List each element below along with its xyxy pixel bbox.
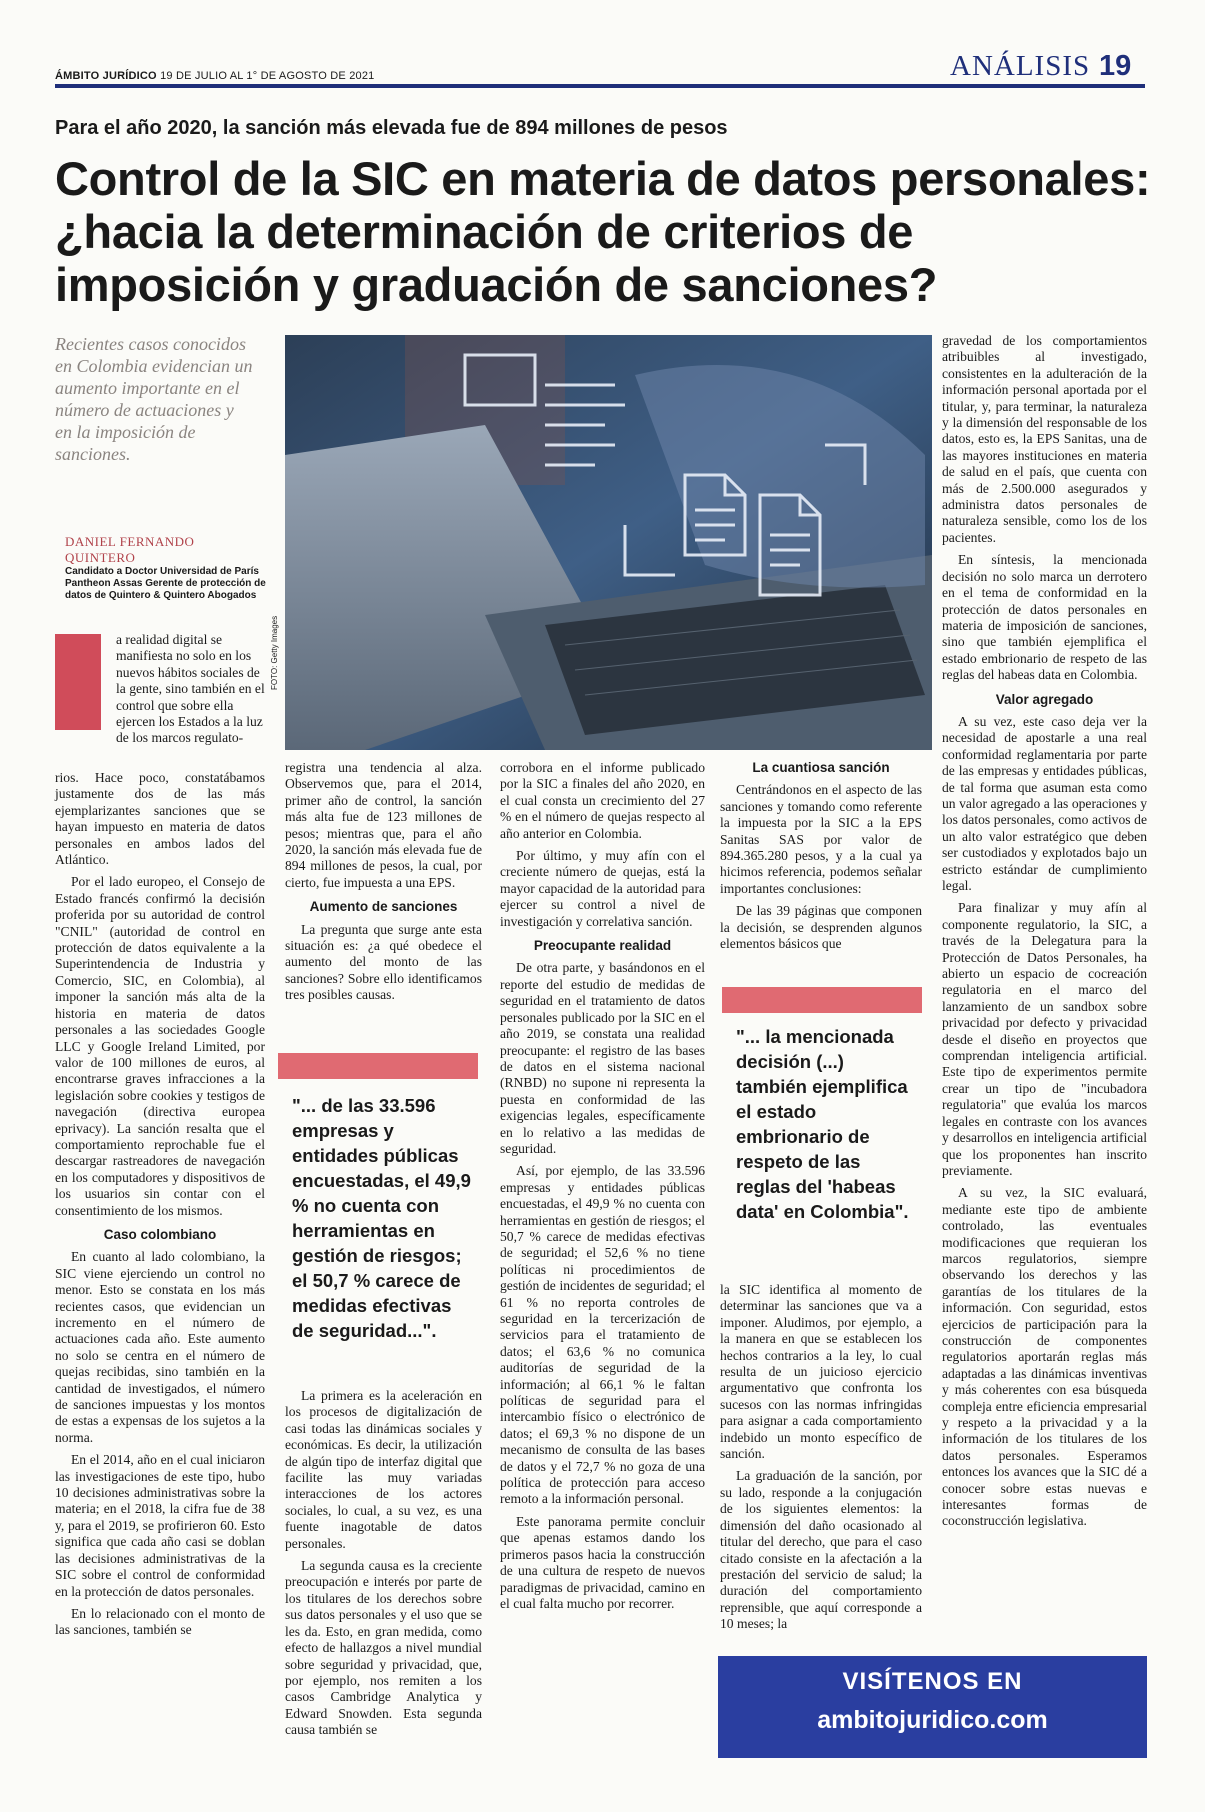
article-lede: Recientes casos conocidos en Colombia evidencian un aumento importante en el número de actuaciones y en la imposición de sanciones.	[55, 334, 253, 464]
paragraph: gravedad de los comportamientos atribuibles al investigado, consistentes en la adulteración de la información personal aportada por el titular, y, para terminar, la naturaleza y la dimensión del responsable de los datos, esto es, la EPS Sanitas, una de las mayores instituciones en materia de salud en el país, que cuenta con más de 2.500.000 asegurados y administra datos personales de naturaleza sensible, como los de los pacientes.	[942, 333, 1147, 545]
paragraph: A su vez, la SIC evaluará, mediante este tipo de ambiente controlado, las eventuales modificaciones que requieran los marcos regulatorios, siempre observando los derechos y las garantías de los titulares de la información. Con seguridad, estos ejercicios de participación para la construcción de componentes regulatorios aportarán reglas más adaptadas a las dinámicas inventivas y más coherentes con esa búsqueda compleja entre eficiencia empresarial y respeto a la privacidad y a la información de los titulares de los datos personales. Esperamos entonces los avances que la SIC dé a conocer sobre estas nuevas e interesantes formas de coconstrucción legislativa.	[942, 1185, 1147, 1529]
paragraph: En el 2014, año en el cual iniciaron las investigaciones de este tipo, hubo 10 decisiones administrativas sobre la materia; en el 2018, la cifra fue de 38 y, para el 2019, se profirieron 60. Esto significa que cada año casi se doblan las decisiones administrativas de la SIC sobre el control de conformidad en la protección de datos personales.	[55, 1452, 265, 1599]
promo-url[interactable]: ambitojuridico.com	[817, 1706, 1048, 1734]
masthead-rule	[55, 84, 1145, 88]
author-bio: Candidato a Doctor Universidad de París Pantheon Assas Gerente de protección de datos de Quintero & Quintero Abogados	[65, 566, 266, 601]
article-column-4-continued	[720, 1282, 922, 1639]
paragraph: Para finalizar y muy afín al componente regulatorio, la SIC, a través de la Delegatura para la Protección de Datos Personales, ha abierto un espacio de cocreación regulatoria en el marco del lanzamiento de un sandbox sobre privacidad por defecto y privacidad desde el diseño en proyectos que comprendan inteligencia artificial. Este tipo de experimentos permite crear un tipo de "incubadora regulatoria" que evalúa los marcos legales en contraste con los avances y desarrollos en inteligencia artificial que los proponentes han inscrito previamente.	[942, 900, 1147, 1178]
masthead-publication-line	[55, 70, 374, 82]
paragraph: Por último, y muy afín con el creciente número de quejas, está la mayor capacidad de la autoridad para ejercer su control a nivel de investigación y correlativa sanción.	[500, 848, 705, 929]
article-kicker: Para el año 2020, la sanción más elevada fue de 894 millones de pesos	[55, 117, 728, 139]
subheading: Caso colombiano	[103, 1226, 217, 1242]
publication-name: ÁMBITO JURÍDICO	[55, 70, 157, 82]
pull-quote-bar	[278, 1053, 478, 1079]
pull-quote: "... la mencionada decisión (...) también ejemplifica el estado embrionario de respeto de las reglas del 'habeas data' en Colombia".	[736, 1026, 909, 1222]
photo-credit: FOTO: Getty Images	[270, 615, 279, 690]
article-column-5	[942, 333, 1147, 1536]
paragraph: Por el lado europeo, el Consejo de Estado francés confirmó la decisión proferida por su autoridad de control "CNIL" (autoridad de control en protección de datos equivalente a la Superintendencia de Industria y Comercio, SIC, en Colombia), al imponer la sanción más alta de la historia en materia de datos personales a las sociedades Google LLC y Google Ireland Limited, por valor de 100 millones de euros, al encontrarse graves infracciones a la legislación sobre cookies y testigos de navegación (directiva europea eprivacy). La sanción resalta que el comportamiento reprochable fue el descargar rastreadores de navegación en los computadores y dispositivos de los usuarios sin contar con el consentimiento de los mismos.	[55, 874, 265, 1218]
subheading: Valor agregado	[995, 691, 1094, 707]
article-column-2-continued	[285, 1388, 482, 1745]
article-column-1	[55, 770, 265, 1645]
paragraph: En síntesis, la mencionada decisión no solo marca un derrotero en el tema de conformidad en la protección de datos personales en materia de imposición de sanciones, sino que también ejemplifica el estado embrionario de respeto de las reglas del habeas data en Colombia.	[942, 552, 1147, 683]
issue-dates: 19 DE JULIO AL 1° DE AGOSTO DE 2021	[160, 70, 375, 82]
subheading: Preocupante realidad	[533, 938, 672, 954]
pull-quote: "... de las 33.596 empresas y entidades públicas encuestadas, el 49,9 % no cuenta con herramientas en gestión de riesgos; el 50,7 % carece de medidas efectivas de seguridad...".	[292, 1095, 471, 1341]
page-number: 19	[1099, 50, 1132, 82]
paragraph: De otra parte, y basándonos en el reporte del estudio de medidas de seguridad en el tratamiento de datos personales publicado por la SIC en el año 2019, se constata una realidad preocupante: el registro de las bases de datos en el sistema nacional (RNBD) no supone ni representa la puesta en conformidad de las exigencias legales, específicamente en lo relativo a las medidas de seguridad.	[500, 960, 705, 1156]
article-intro-text: a realidad digital se manifiesta no solo en los nuevos hábitos sociales de la gente, sino también en el control que sobre ella ejercen los Estados a la luz de los marcos regulato-	[116, 632, 265, 746]
article-column-3	[500, 760, 705, 1618]
paragraph: La pregunta que surge ante esta situación es: ¿a qué obedece el aumento del monto de las sanciones? Sobre ello identificamos tres posibles causas.	[285, 921, 482, 1003]
paragraph: En cuanto al lado colombiano, la SIC viene ejerciendo un control no menor. Esto se constata en los más recientes casos, que evidencian un incremento en el número de actuaciones cada año. Este aumento no solo se centra en el número de quejas recibidas, sino también en la cantidad de investigados, el número de sanciones impuestas y los montos de estas a expensas de los sujetos a la norma.	[55, 1249, 265, 1445]
paragraph: la SIC identifica al momento de determinar las sanciones que va a imponer. Aludimos, por ejemplo, a la manera en que se establecen los hechos contrarios a la ley, lo cual resulta de un juicioso ejercicio argumentativo que confronta los sucesos con las normas infringidas para asignar a cada comportamiento indebido un monto específico de sanción.	[720, 1282, 922, 1462]
paragraph: De las 39 páginas que componen la decisión, se desprenden algunos elementos básicos que	[720, 903, 922, 952]
paragraph: La graduación de la sanción, por su lado, responde a la conjugación de los siguientes elementos: la dimensión del daño ocasionado al titular del derecho, que para el caso citado consiste en la afectación a la prestación del servicio de salud; la duración del comportamiento reprensible, que aquí corresponde a 10 meses; la	[720, 1468, 922, 1632]
subheading: La cuantiosa sanción	[752, 760, 890, 775]
section-name: ANÁLISIS	[950, 50, 1091, 82]
website-promo-banner[interactable]	[718, 1656, 1147, 1758]
paragraph: registra una tendencia al alza. Observemos que, para el 2014, primer año de control, la sanción más alta fue de 123 millones de pesos; mientras que, para el año 2020, la sanción más elevada fue de 894 millones de pesos, la cual, por cierto, fue impuesta a una EPS.	[285, 760, 482, 890]
pull-quote-bar	[722, 987, 922, 1013]
paragraph: La primera es la aceleración en los procesos de digitalización de casi todas las dinámicas sociales y económicas. Es decir, la utilización de algún tipo de interfaz digital que facilite las muy variadas interacciones de los actores sociales, lo cual, a su vez, es una fuente inagotable de datos personales.	[285, 1388, 482, 1551]
article-column-2	[285, 760, 482, 1010]
paragraph: En lo relacionado con el monto de las sanciones, también se	[55, 1605, 265, 1638]
article-headline: Control de la SIC en materia de datos personales: ¿hacia la determinación de criterios de imposición y graduación de sanciones?	[55, 152, 1151, 311]
paragraph: corrobora en el informe publicado por la SIC a finales del año 2020, en el cual consta un crecimiento del 27 % en el número de quejas respecto al año anterior en Colombia.	[500, 760, 705, 841]
paragraph: A su vez, este caso deja ver la necesidad de apostarle a una real conformidad reglamentaria por parte de las empresas y entidades públicas, de tal forma que asuman esta como un valor agregado a las operaciones y los datos personales, como activos de un alto valor estratégico que deben ser custodiados y explotados bajo un estricto estándar de cumplimiento legal.	[942, 713, 1147, 893]
paragraph: Este panorama permite concluir que apenas estamos dando los primeros pasos hacia la construcción de una cultura de respeto de nuevos paradigmas de privacidad, camino en el cual falta mucho por recorrer.	[500, 1513, 705, 1611]
article-column-4	[720, 760, 922, 958]
laptop-illustration	[285, 335, 932, 750]
paragraph: La segunda causa es la creciente preocupación e interés por parte de los titulares de los derechos sobre sus datos personales y el uso que se les da. Esto, en gran medida, como efecto de hallazgos a nivel mundial sobre seguridad y privacidad, que, por ejemplo, nos remiten a los casos Cambridge Analytica y Edward Snowden. Esta segunda causa también se	[285, 1558, 482, 1738]
author-name: DANIEL FERNANDO QUINTERO	[65, 534, 195, 565]
promo-heading: VISÍTENOS EN	[842, 1668, 1023, 1695]
drop-cap-block	[55, 634, 101, 730]
subheading: Aumento de sanciones	[309, 899, 458, 915]
paragraph: Así, por ejemplo, de las 33.596 empresas y entidades públicas encuestadas, el 49,9 % no cuenta con herramientas en gestión de riesgos; el 50,7 % carece de medidas efectivas de seguridad; el 52,6 % no tiene políticas ni procedimientos de gestión de incidentes de seguridad; el 61 % no reporta controles de seguridad en la tercerización de servicios para el tratamiento de datos; el 63,6 % no comunica auditorías de seguridad de la información; al 66,1 % le faltan políticas de seguridad para el intercambio físico o electrónico de datos; el 69,3 % no dispone de un mecanismo de consulta de las bases de datos y el 72,7 % no goza de una política de protección para acceso remoto a la información personal.	[500, 1163, 705, 1507]
paragraph: Centrándonos en el aspecto de las sanciones y tomando como referente la impuesta por la SIC a la EPS Sanitas SAS por valor de 894.365.280 pesos, y a la cual ya hicimos referencia, podemos señalar importantes conclusiones:	[720, 782, 922, 896]
article-photo	[285, 335, 932, 750]
paragraph: rios. Hace poco, constatábamos justamente dos de las más ejemplarizantes sanciones que se hayan impuesto en materia de datos personales en ambos lados del Atlántico.	[55, 770, 265, 868]
